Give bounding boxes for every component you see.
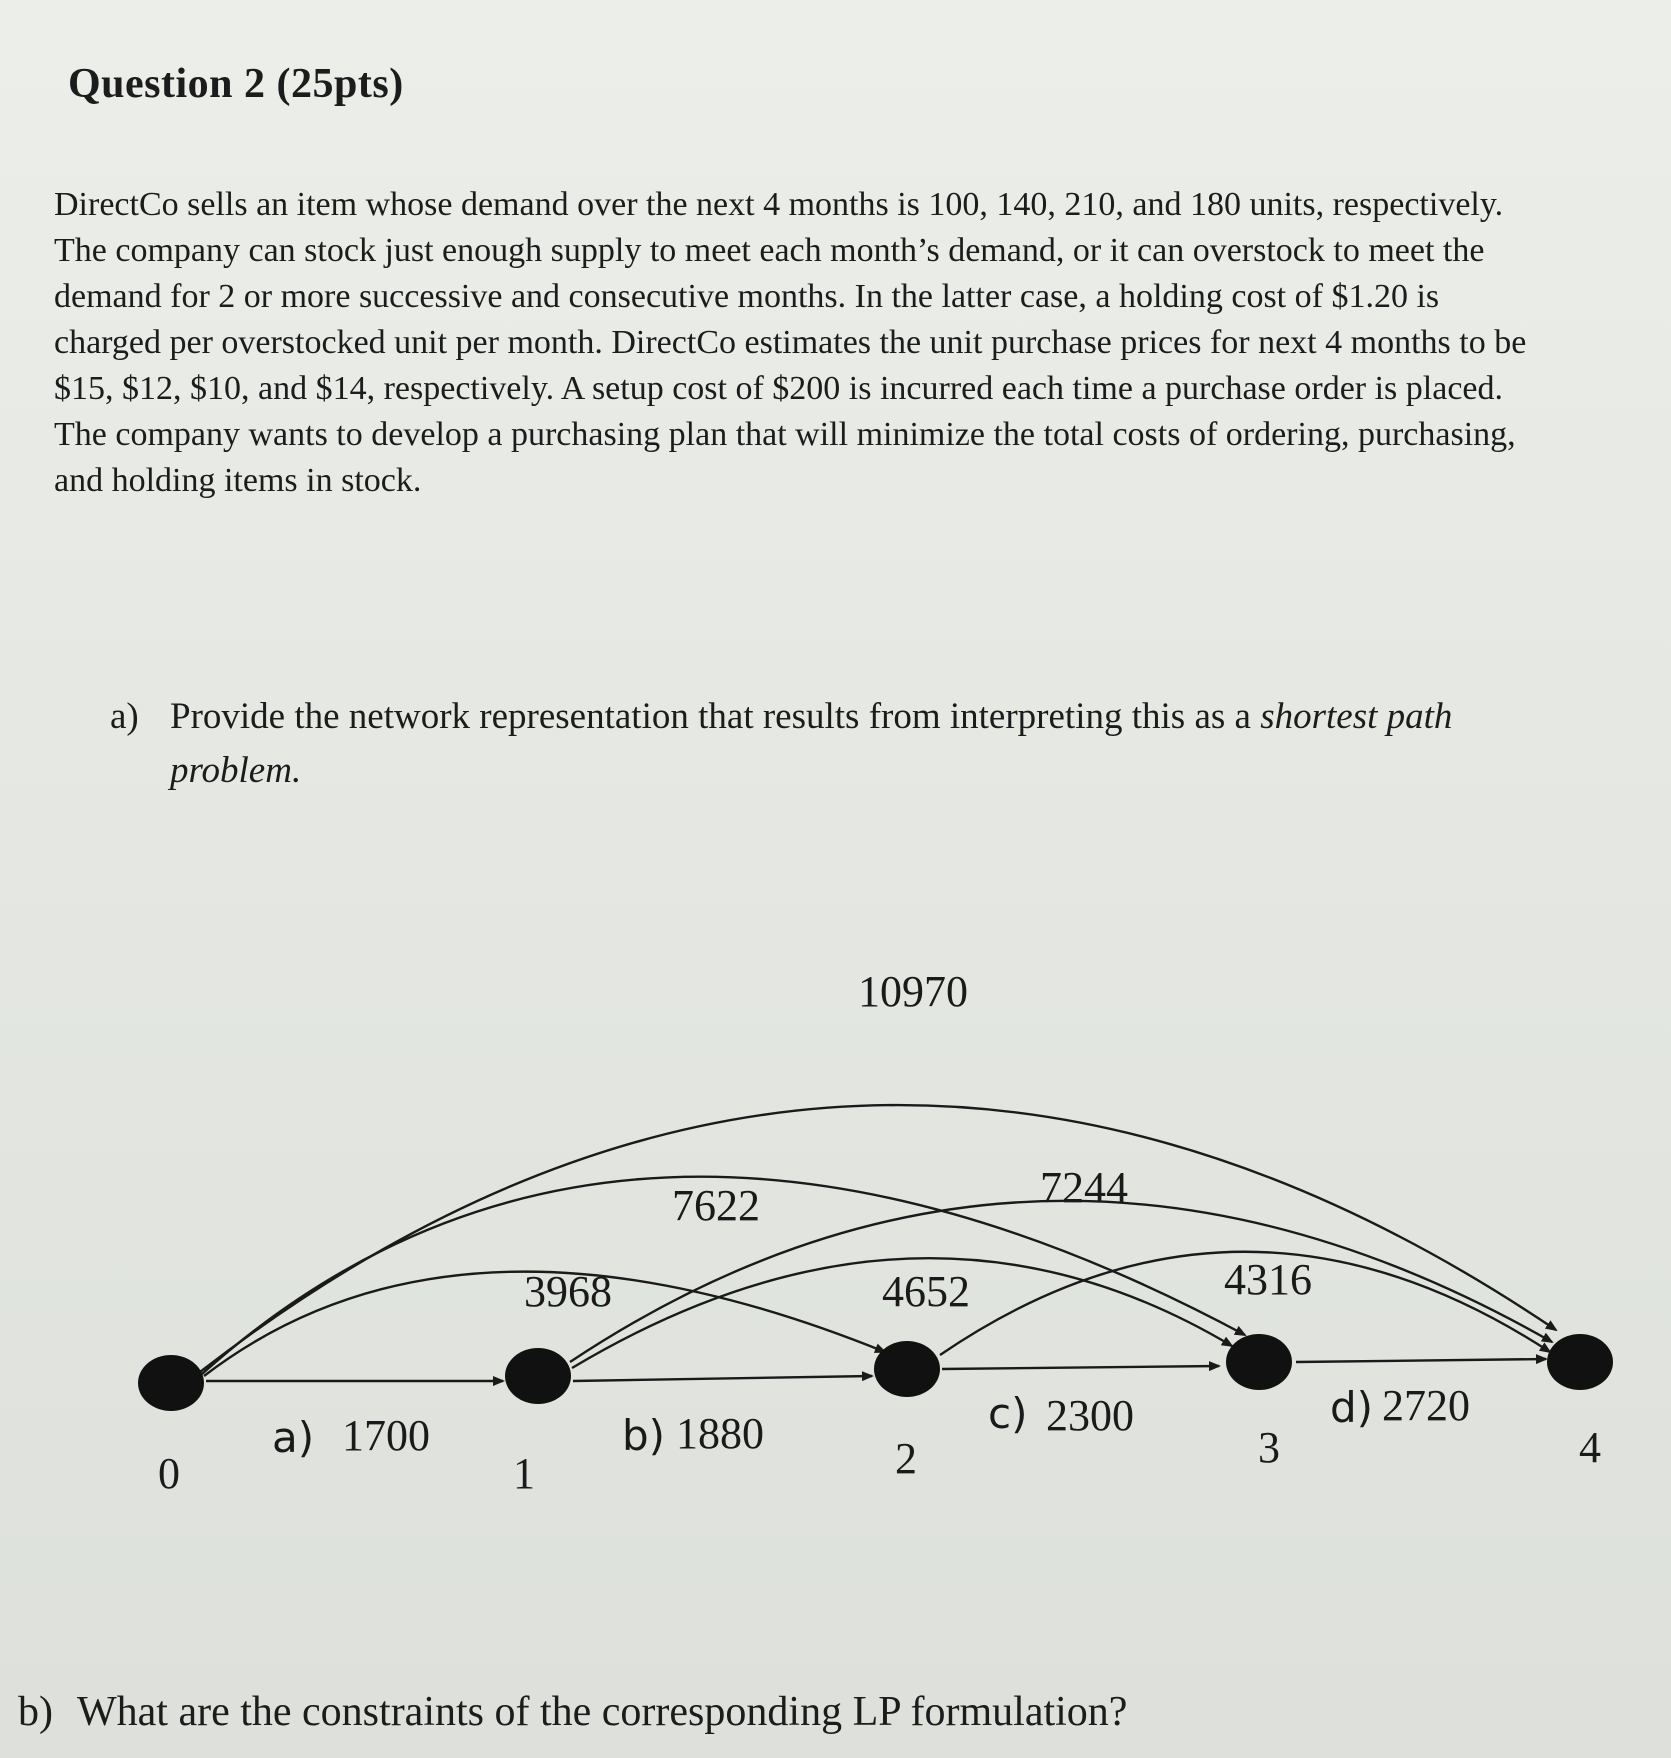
node-label-0: 0 [158,1449,180,1498]
node-label-3: 3 [1258,1423,1280,1472]
node-label-2: 2 [895,1434,917,1483]
node-3 [1226,1334,1292,1390]
problem-statement: DirectCo sells an item whose demand over the next 4 months is 100, 140, 210, and 180 units, respectively. The company can stock just enough supply to meet each month’s demand, or it can overstock to meet the demand for 2 or more successive and consecutive months. In the latter case, a holding cost of $1.20 is charged per overstocked unit per month. DirectCo estimates the unit purchase prices for next 4 months to be $15, $12, $10, and $14, respectively. A setup cost of $200 is incurred each time a purchase order is placed. The company wants to develop a purchasing plan that will minimize the total costs of ordering, purchasing, and holding items in stock. [54,186,1527,499]
node-label-4: 4 [1579,1423,1601,1472]
edge-3-4-prefix: d) [1330,1383,1374,1432]
part-a-label: a) [110,696,139,737]
edge-2-4-cost: 4316 [1224,1255,1312,1304]
part-b-text: What are the constraints of the corresponding LP formulation? [77,1689,1128,1735]
node-0 [138,1355,204,1411]
edge-0-4-arc [200,1105,1556,1372]
node-1 [505,1348,571,1404]
edge-1-2 [573,1376,872,1381]
edge-0-3-cost: 7622 [672,1181,760,1230]
part-b-label: b) [18,1689,53,1735]
edge-2-3 [942,1366,1219,1369]
edge-3-4 [1296,1359,1546,1362]
part-a-text-regular: Provide the network representation that results from interpreting this as a [170,696,1261,737]
node-label-1: 1 [513,1449,535,1498]
edge-2-3-cost: 2300 [1046,1391,1134,1440]
part-b [18,1688,1127,1736]
edge-3-4-cost: 2720 [1382,1381,1470,1430]
edge-0-1-cost: 1700 [342,1411,430,1460]
edge-1-4-cost: 7244 [1040,1163,1128,1212]
edge-0-2-cost: 3968 [524,1267,612,1316]
edge-2-3-prefix: c) [988,1389,1028,1438]
edge-1-2-prefix: b) [622,1411,666,1460]
edge-0-4-cost: 10970 [858,967,968,1016]
edge-1-2-cost: 1880 [676,1409,764,1458]
edge-0-1-prefix: a) [272,1413,315,1462]
question-title: Question 2 (25pts) [68,61,404,107]
node-2 [874,1341,940,1397]
part-a-text-italic: shortest path problem. [170,696,1453,791]
node-4 [1547,1334,1613,1390]
edge-1-3-cost: 4652 [882,1267,970,1316]
